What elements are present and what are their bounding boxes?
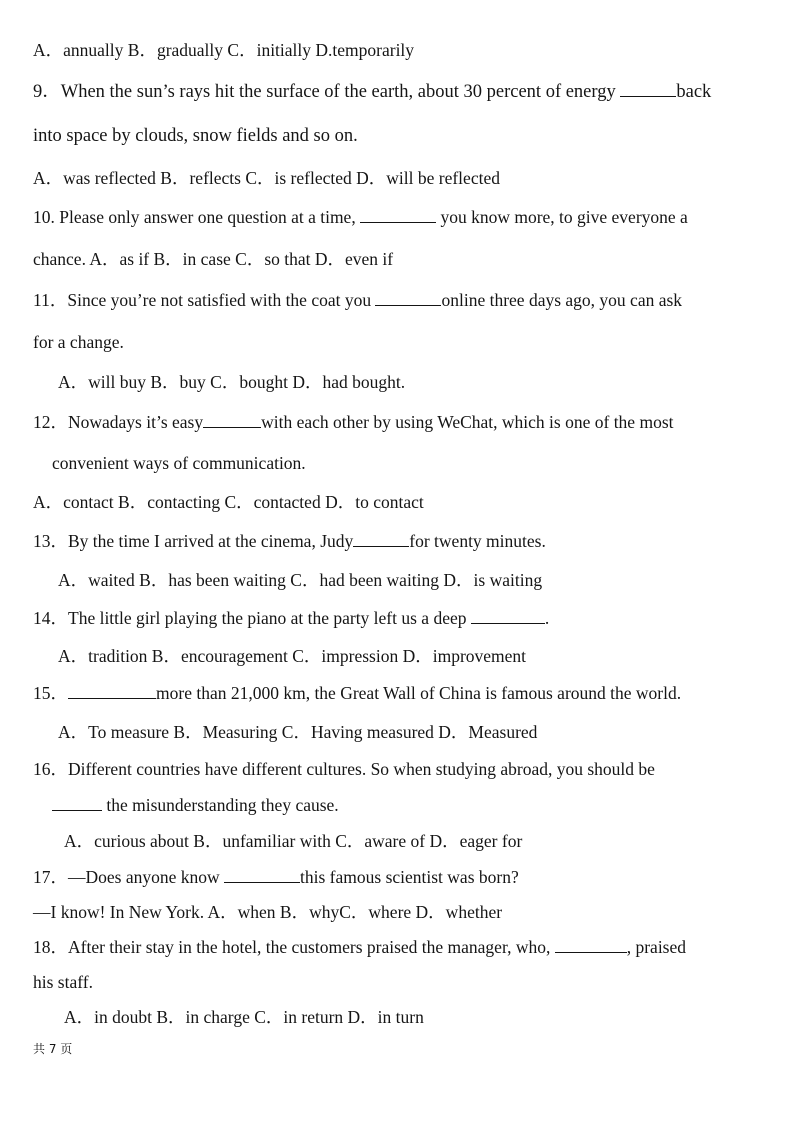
q11-answer-blank[interactable] xyxy=(375,290,441,306)
q14-stem xyxy=(33,607,549,629)
q15-answer-blank[interactable] xyxy=(68,683,156,699)
q10-stem-post: you know more, to give everyone a xyxy=(440,207,688,227)
q14-stem-post: . xyxy=(544,608,550,628)
q12-stem xyxy=(33,411,674,433)
q10-answer-blank[interactable] xyxy=(360,207,436,223)
q12-answer-blank[interactable] xyxy=(203,412,261,428)
q17-answer-and-options: —I know! In New York. A．when B．whyC．where D．whether xyxy=(33,902,503,922)
q16-stem: 16．Different countries have different cultures. So when studying abroad, you should be xyxy=(33,759,655,779)
q18-stem-line2: his staff. xyxy=(33,972,93,992)
q13-stem xyxy=(33,530,546,552)
q14-stem-pre: 14．The little girl playing the piano at the party left us a deep xyxy=(33,608,467,628)
q18-options: A．in doubt B．in charge C．in return D．in turn xyxy=(64,1007,424,1027)
q17-stem-pre: 17．—Does anyone know xyxy=(33,867,220,887)
q16-answer-blank[interactable] xyxy=(52,795,102,811)
q13-stem-pre: 13．By the time I arrived at the cinema, Judy xyxy=(33,531,354,551)
q10-stem-line2: chance. A．as if B．in case C．so that D．even if xyxy=(33,249,394,269)
page-count-footer: 共 7 页 xyxy=(33,1042,73,1056)
q17-stem-post: this famous scientist was born? xyxy=(300,867,519,887)
q14-options: A．tradition B．encouragement C．impression D．improvement xyxy=(58,646,527,666)
q8-options: A．annually B．gradually C．initially D.temporarily xyxy=(33,40,415,60)
q14-answer-blank[interactable] xyxy=(471,608,545,624)
q16-options: A．curious about B．unfamiliar with C．aware of D．eager for xyxy=(64,831,523,851)
q9-stem-post: back xyxy=(676,82,712,102)
q17-answer-blank[interactable] xyxy=(224,867,300,883)
q11-options: A．will buy B．buy C．bought D．had bought. xyxy=(58,372,406,392)
q10-stem-pre: 10. Please only answer one question at a time, xyxy=(33,207,356,227)
q16-stem-post: the misunderstanding they cause. xyxy=(106,795,339,815)
q18-stem xyxy=(33,936,686,958)
q18-stem-post: , praised xyxy=(626,937,687,957)
q11-stem-line2: for a change. xyxy=(33,332,124,352)
q11-stem xyxy=(33,289,682,311)
q15-options: A．To measure B．Measuring C．Having measured D．Measured xyxy=(58,722,538,742)
q9-options: A．was reflected B．reflects C．is reflected D．will be reflected xyxy=(33,168,500,188)
q13-options: A．waited B．has been waiting C．had been waiting D．is waiting xyxy=(58,570,543,590)
q13-answer-blank[interactable] xyxy=(353,531,409,547)
q16-stem-line2 xyxy=(52,794,339,816)
q15-stem-post: more than 21,000 km, the Great Wall of China is famous around the world. xyxy=(156,683,682,703)
q9-stem xyxy=(33,81,711,103)
q9-stem-line2: into space by clouds, snow fields and so on. xyxy=(33,126,358,146)
q15-stem xyxy=(33,682,681,704)
q9-answer-blank[interactable] xyxy=(620,81,676,97)
q18-stem-pre: 18．After their stay in the hotel, the customers praised the manager, who, xyxy=(33,937,551,957)
q11-stem-pre: 11．Since you’re not satisfied with the coat you xyxy=(33,290,372,310)
q18-answer-blank[interactable] xyxy=(555,937,627,953)
q17-stem xyxy=(33,866,519,888)
q12-options: A．contact B．contacting C．contacted D．to contact xyxy=(33,492,424,512)
q9-stem-pre: 9．When the sun’s rays hit the surface of the earth, about 30 percent of energy xyxy=(33,82,616,102)
q13-stem-post: for twenty minutes. xyxy=(409,531,546,551)
q12-stem-line2: convenient ways of communication. xyxy=(52,453,306,473)
q12-stem-pre: 12．Nowadays it’s easy xyxy=(33,412,204,432)
q10-stem xyxy=(33,206,688,228)
q15-stem-pre: 15． xyxy=(33,683,68,703)
q11-stem-post: online three days ago, you can ask xyxy=(441,290,683,310)
q12-stem-post: with each other by using WeChat, which is one of the most xyxy=(261,412,674,432)
